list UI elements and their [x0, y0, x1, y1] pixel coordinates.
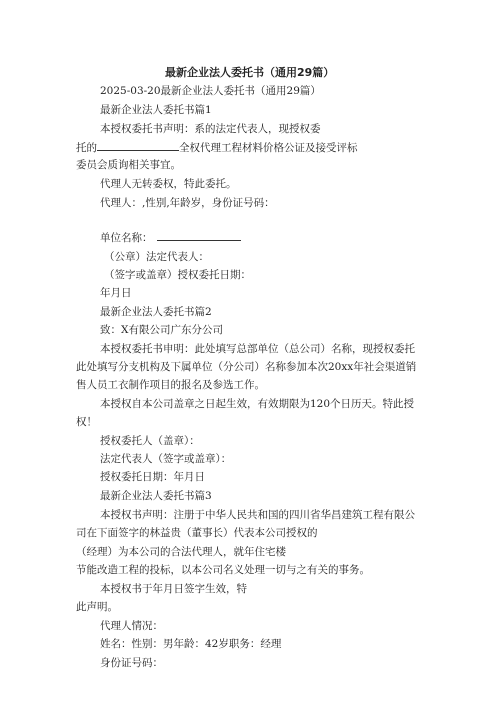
section-2-heading: 最新企业法人委托书篇2	[100, 306, 212, 318]
s3-paragraph-line: （经理）为本公司的合法代理人，就年住宅楼	[76, 546, 286, 558]
s3-paragraph-line: 本授权书于年月日签字生效，特	[100, 583, 247, 595]
s1-date: 年月日	[100, 287, 132, 299]
s1-seal-line: （公章）法定代表人：	[104, 251, 209, 263]
blank-underline	[97, 140, 179, 151]
s1-paragraph-line: 本授权委托书声明：系的法定代表人，现授权委	[100, 123, 321, 135]
s2-principal: 授权委托人（盖章）：	[100, 435, 200, 447]
s1-text: 全权代理工程材料价格公证及接受评标	[179, 142, 358, 154]
document-title: 最新企业法人委托书（通用29篇）	[165, 66, 335, 79]
blank-underline	[157, 230, 241, 241]
s3-agent-detail: 姓名：性别：男年龄：42岁职务：经理	[100, 638, 282, 650]
s3-agent-info: 代理人情况：	[100, 620, 163, 632]
s2-paragraph-line: 权！	[76, 416, 97, 428]
s1-no-delegation: 代理人无转委权，特此委托。	[100, 178, 237, 190]
s1-paragraph-line	[76, 140, 358, 155]
s2-paragraph-line: 本授权委托书申明：此处填写总部单位（总公司）名称，现授权委托	[100, 343, 415, 355]
s3-paragraph-line: 节能改造工程的投标，以本公司名义处理一切与之有关的事务。	[76, 564, 370, 576]
s3-paragraph-line: 此声明。	[76, 601, 118, 613]
s1-agent-line: 代理人：,性别,年龄岁，身份证号码：	[100, 197, 275, 209]
s2-paragraph-line: 此处填写分支机构及下属单位（分公司）名称参加本次20xx年社会渠道销	[76, 361, 417, 373]
s3-paragraph-line: 司在下面签字的林益贵（董事长）代表本公司授权的	[76, 527, 318, 539]
s3-id-number: 身份证号码：	[100, 657, 163, 669]
section-3-heading: 最新企业法人委托书篇3	[100, 490, 212, 502]
s2-date: 授权委托日期：年月日	[100, 471, 205, 483]
s1-text: 托的	[76, 142, 97, 154]
date-line: 2025-03-20最新企业法人委托书（通用29篇）	[100, 85, 321, 97]
s2-paragraph-line: 售人员工衣制作项目的报名及参选工作。	[76, 379, 265, 391]
unit-name-label: 单位名称：	[100, 232, 153, 244]
s1-sign-line: （签字或盖章）授权委托日期：	[104, 269, 251, 281]
section-1-heading: 最新企业法人委托书篇1	[100, 104, 212, 116]
s2-legal-rep: 法定代表人（签字或盖章）：	[100, 453, 232, 465]
s2-addressee: 致：X有限公司广东分公司	[100, 324, 223, 336]
s2-paragraph-line: 本授权自本公司盖章之日起生效，有效期限为120个日历天。特此授	[100, 398, 415, 410]
s1-paragraph-line: 委员会质询相关事宜。	[76, 159, 181, 171]
s1-unit-name	[100, 230, 241, 245]
s3-paragraph-line: 本授权书声明：注册于中华人民共和国的四川省华昌建筑工程有限公	[100, 509, 415, 521]
